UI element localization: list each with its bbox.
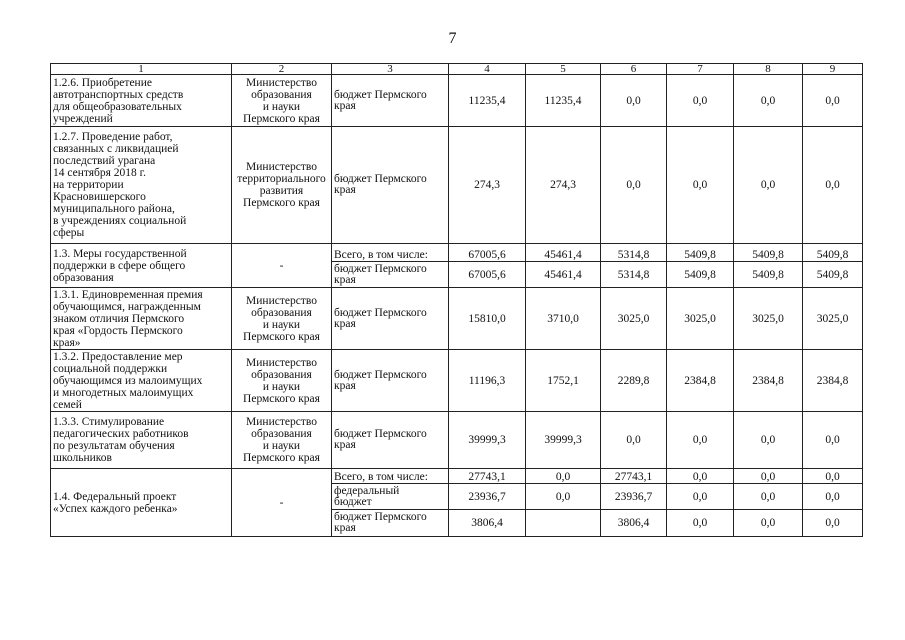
funding-value-text: 274,3 bbox=[550, 179, 576, 191]
column-header: 1 bbox=[51, 64, 232, 75]
funding-value-text: 5314,8 bbox=[617, 268, 650, 281]
funding-value bbox=[526, 510, 601, 537]
responsible-executor bbox=[232, 469, 332, 537]
funding-value-text: 23936,7 bbox=[614, 490, 653, 503]
responsible-executor bbox=[232, 75, 332, 127]
responsible-executor bbox=[232, 350, 332, 412]
funding-value bbox=[667, 75, 734, 127]
funding-value-text: 39999,3 bbox=[468, 434, 506, 446]
program-item-name-text: 1.3.1. Единовременная премия обучающимся, награжденным знаком отличия Пермского края «Гордость Пермского края» bbox=[53, 288, 203, 349]
funding-value-text: 11196,3 bbox=[468, 374, 506, 387]
funding-value bbox=[601, 75, 667, 127]
table-row bbox=[51, 469, 863, 484]
funding-value-text: 67005,6 bbox=[468, 268, 506, 281]
funding-value-text: 3710,0 bbox=[547, 312, 579, 325]
funding-value bbox=[803, 484, 863, 510]
table-row bbox=[51, 412, 863, 469]
funding-value-text: 27743,1 bbox=[614, 471, 653, 483]
funding-value bbox=[803, 127, 863, 244]
column-header: 8 bbox=[734, 64, 803, 75]
responsible-executor-text: Министерство образования и науки Пермского края bbox=[243, 416, 320, 464]
funding-value-text: 27743,1 bbox=[468, 471, 506, 483]
funding-value bbox=[526, 484, 601, 510]
program-item-name-text: 1.3.3. Стимулирование педагогических работников по результатам обучения школьников bbox=[53, 416, 189, 464]
funding-value-text: 0,0 bbox=[825, 94, 840, 107]
funding-value bbox=[526, 75, 601, 127]
page-number: 7 bbox=[448, 30, 457, 47]
funding-source-text: бюджет Пермского края bbox=[334, 262, 427, 286]
funding-value-text: 0,0 bbox=[692, 94, 708, 107]
funding-value bbox=[667, 244, 734, 262]
funding-value-text: 3806,4 bbox=[617, 517, 650, 529]
funding-value bbox=[734, 288, 803, 350]
funding-value bbox=[449, 484, 526, 510]
funding-value-text: 0,0 bbox=[760, 434, 776, 446]
funding-value bbox=[449, 350, 526, 412]
funding-value bbox=[526, 288, 601, 350]
funding-value-text: 2384,8 bbox=[816, 374, 849, 387]
funding-value-text: 2384,8 bbox=[684, 374, 716, 387]
column-header: 7 bbox=[667, 64, 734, 75]
funding-value-text: 67005,6 bbox=[468, 249, 506, 261]
funding-value bbox=[803, 75, 863, 127]
funding-value-text: 0,0 bbox=[555, 490, 571, 503]
funding-source-text: федеральный бюджет bbox=[334, 484, 400, 508]
funding-value-text: 0,0 bbox=[692, 517, 708, 529]
responsible-executor-text: Министерство образования и науки Пермского края bbox=[243, 356, 320, 405]
program-item-name bbox=[51, 469, 232, 537]
funding-value bbox=[667, 484, 734, 510]
responsible-executor bbox=[232, 127, 332, 244]
funding-source bbox=[332, 484, 449, 510]
funding-value-text: 0,0 bbox=[692, 471, 708, 483]
funding-value bbox=[667, 262, 734, 288]
program-item-name bbox=[51, 75, 232, 127]
funding-value-text: 0,0 bbox=[760, 94, 776, 107]
funding-value bbox=[449, 510, 526, 537]
funding-value-text: 3025,0 bbox=[816, 312, 849, 325]
table-row bbox=[51, 127, 863, 244]
funding-source-text: бюджет Пермского края bbox=[334, 88, 427, 112]
responsible-executor bbox=[232, 288, 332, 350]
funding-source-text: бюджет Пермского края bbox=[334, 306, 427, 330]
responsible-executor-text: Министерство образования и науки Пермского края bbox=[243, 76, 320, 125]
table-body bbox=[51, 64, 863, 537]
funding-value-text: 45461,4 bbox=[544, 268, 582, 281]
program-item-name bbox=[51, 350, 232, 412]
funding-value-text: 0,0 bbox=[692, 179, 708, 191]
program-item-name bbox=[51, 244, 232, 288]
funding-value bbox=[734, 412, 803, 469]
funding-value bbox=[734, 510, 803, 537]
responsible-executor bbox=[232, 412, 332, 469]
program-item-name bbox=[51, 412, 232, 469]
program-item-name-text: 1.2.7. Проведение работ, связанных с ликвидацией последствий урагана 14 сентября 2018 г. на территории Красновишерского муниципального района, в учреждениях социальной сферы bbox=[53, 131, 187, 239]
responsible-executor-text: - bbox=[279, 259, 284, 272]
program-funding-table bbox=[50, 63, 863, 537]
funding-value-text: 274,3 bbox=[474, 179, 500, 191]
funding-value-text: 5409,8 bbox=[684, 268, 716, 281]
funding-value bbox=[734, 127, 803, 244]
funding-value-text: 0,0 bbox=[626, 434, 641, 446]
column-header: 3 bbox=[332, 64, 449, 75]
funding-value bbox=[449, 469, 526, 484]
program-item-name bbox=[51, 288, 232, 350]
funding-value-text: 0,0 bbox=[760, 490, 776, 503]
column-number-row bbox=[51, 64, 863, 75]
responsible-executor-text: Министерство образования и науки Пермского края bbox=[243, 294, 320, 343]
funding-value bbox=[601, 350, 667, 412]
funding-value bbox=[449, 412, 526, 469]
funding-value bbox=[449, 75, 526, 127]
funding-source bbox=[332, 510, 449, 537]
funding-value bbox=[803, 412, 863, 469]
funding-value-text: 0,0 bbox=[760, 179, 776, 191]
funding-source-text: Всего, в том числе: bbox=[334, 249, 428, 261]
funding-value bbox=[803, 510, 863, 537]
table-row bbox=[51, 350, 863, 412]
funding-value-text: 5409,8 bbox=[816, 249, 849, 261]
funding-value-text: 1752,1 bbox=[547, 374, 579, 387]
funding-value bbox=[667, 510, 734, 537]
funding-value-text: 5409,8 bbox=[816, 268, 849, 281]
funding-value-text: 0,0 bbox=[825, 471, 840, 483]
funding-value bbox=[601, 412, 667, 469]
column-header: 5 bbox=[526, 64, 601, 75]
funding-value bbox=[667, 412, 734, 469]
funding-value bbox=[734, 469, 803, 484]
program-item-name-text: 1.4. Федеральный проект «Успех каждого ребенка» bbox=[53, 490, 178, 515]
funding-value bbox=[526, 244, 601, 262]
funding-source-text: бюджет Пермского края bbox=[334, 511, 427, 534]
funding-source-text: бюджет Пермского края bbox=[334, 173, 427, 196]
funding-value-text: 0,0 bbox=[825, 179, 840, 191]
program-item-name-text: 1.3.2. Предоставление мер социальной поддержки обучающимся из малоимущих и многодетных малоимущих семей bbox=[53, 350, 203, 411]
funding-value bbox=[667, 288, 734, 350]
funding-value-text: 11235,4 bbox=[544, 94, 582, 107]
funding-value bbox=[734, 484, 803, 510]
funding-source bbox=[332, 127, 449, 244]
funding-source bbox=[332, 469, 449, 484]
funding-value bbox=[734, 350, 803, 412]
funding-value bbox=[667, 350, 734, 412]
funding-value bbox=[803, 469, 863, 484]
funding-value-text: 0,0 bbox=[760, 517, 776, 529]
funding-value-text: 0,0 bbox=[626, 94, 641, 107]
responsible-executor-text: Министерство территориального развития Пермского края bbox=[237, 161, 326, 209]
funding-value-text: 5409,8 bbox=[684, 249, 716, 261]
funding-value bbox=[803, 262, 863, 288]
program-item-name bbox=[51, 127, 232, 244]
funding-value bbox=[449, 262, 526, 288]
responsible-executor-text: - bbox=[279, 496, 284, 509]
table-row bbox=[51, 288, 863, 350]
funding-value-text: 0,0 bbox=[626, 179, 641, 191]
funding-value-text: 5409,8 bbox=[752, 268, 784, 281]
funding-value bbox=[449, 288, 526, 350]
funding-value-text: 39999,3 bbox=[544, 434, 582, 446]
funding-value bbox=[601, 244, 667, 262]
funding-value-text: 3025,0 bbox=[684, 312, 716, 325]
funding-value-text: 45461,4 bbox=[544, 249, 582, 261]
funding-value bbox=[601, 469, 667, 484]
funding-value-text: 11235,4 bbox=[468, 94, 506, 107]
funding-value bbox=[734, 262, 803, 288]
funding-source bbox=[332, 244, 449, 262]
column-header: 6 bbox=[601, 64, 667, 75]
table-row bbox=[51, 75, 863, 127]
funding-value-text: 0,0 bbox=[692, 490, 708, 503]
column-header: 2 bbox=[232, 64, 332, 75]
funding-value bbox=[601, 288, 667, 350]
funding-value-text: 2289,8 bbox=[617, 374, 650, 387]
funding-value bbox=[526, 127, 601, 244]
funding-value-text: 3806,4 bbox=[471, 517, 503, 529]
funding-value-text: 0,0 bbox=[825, 490, 840, 503]
funding-source bbox=[332, 288, 449, 350]
funding-value bbox=[601, 262, 667, 288]
funding-source bbox=[332, 75, 449, 127]
funding-value bbox=[734, 244, 803, 262]
table-row bbox=[51, 244, 863, 262]
funding-value bbox=[526, 412, 601, 469]
funding-value bbox=[526, 350, 601, 412]
funding-source-text: бюджет Пермского края bbox=[334, 368, 427, 392]
responsible-executor bbox=[232, 244, 332, 288]
funding-value-text: 3025,0 bbox=[752, 312, 784, 325]
funding-value bbox=[449, 244, 526, 262]
funding-value-text: 3025,0 bbox=[617, 312, 650, 325]
funding-value bbox=[526, 262, 601, 288]
funding-source-text: Всего, в том числе: bbox=[334, 471, 428, 483]
funding-source bbox=[332, 262, 449, 288]
funding-value bbox=[667, 469, 734, 484]
program-item-name-text: 1.3. Меры государственной поддержки в сфере общего образования bbox=[53, 247, 187, 284]
funding-source bbox=[332, 412, 449, 469]
column-header: 4 bbox=[449, 64, 526, 75]
funding-value-text: 2384,8 bbox=[752, 374, 784, 387]
funding-value bbox=[449, 127, 526, 244]
funding-value-text: 23936,7 bbox=[468, 490, 506, 503]
funding-value-text: 0,0 bbox=[692, 434, 708, 446]
funding-value-text: 5314,8 bbox=[617, 249, 650, 261]
funding-value bbox=[803, 244, 863, 262]
funding-value bbox=[803, 350, 863, 412]
funding-source-text: бюджет Пермского края bbox=[334, 428, 427, 451]
funding-value-text: 15810,0 bbox=[468, 312, 506, 325]
funding-value bbox=[734, 75, 803, 127]
funding-value bbox=[526, 469, 601, 484]
funding-value-text: 0,0 bbox=[825, 434, 840, 446]
funding-value bbox=[667, 127, 734, 244]
funding-value bbox=[601, 484, 667, 510]
funding-value-text: 0,0 bbox=[760, 471, 776, 483]
funding-value-text: 0,0 bbox=[555, 471, 571, 483]
funding-source bbox=[332, 350, 449, 412]
funding-value-text: 5409,8 bbox=[752, 249, 784, 261]
funding-value bbox=[601, 127, 667, 244]
column-header: 9 bbox=[803, 64, 863, 75]
funding-value bbox=[803, 288, 863, 350]
program-item-name-text: 1.2.6. Приобретение автотранспортных средств для общеобразовательных учреждений bbox=[53, 76, 184, 125]
funding-value bbox=[601, 510, 667, 537]
funding-value-text: 0,0 bbox=[825, 517, 840, 529]
